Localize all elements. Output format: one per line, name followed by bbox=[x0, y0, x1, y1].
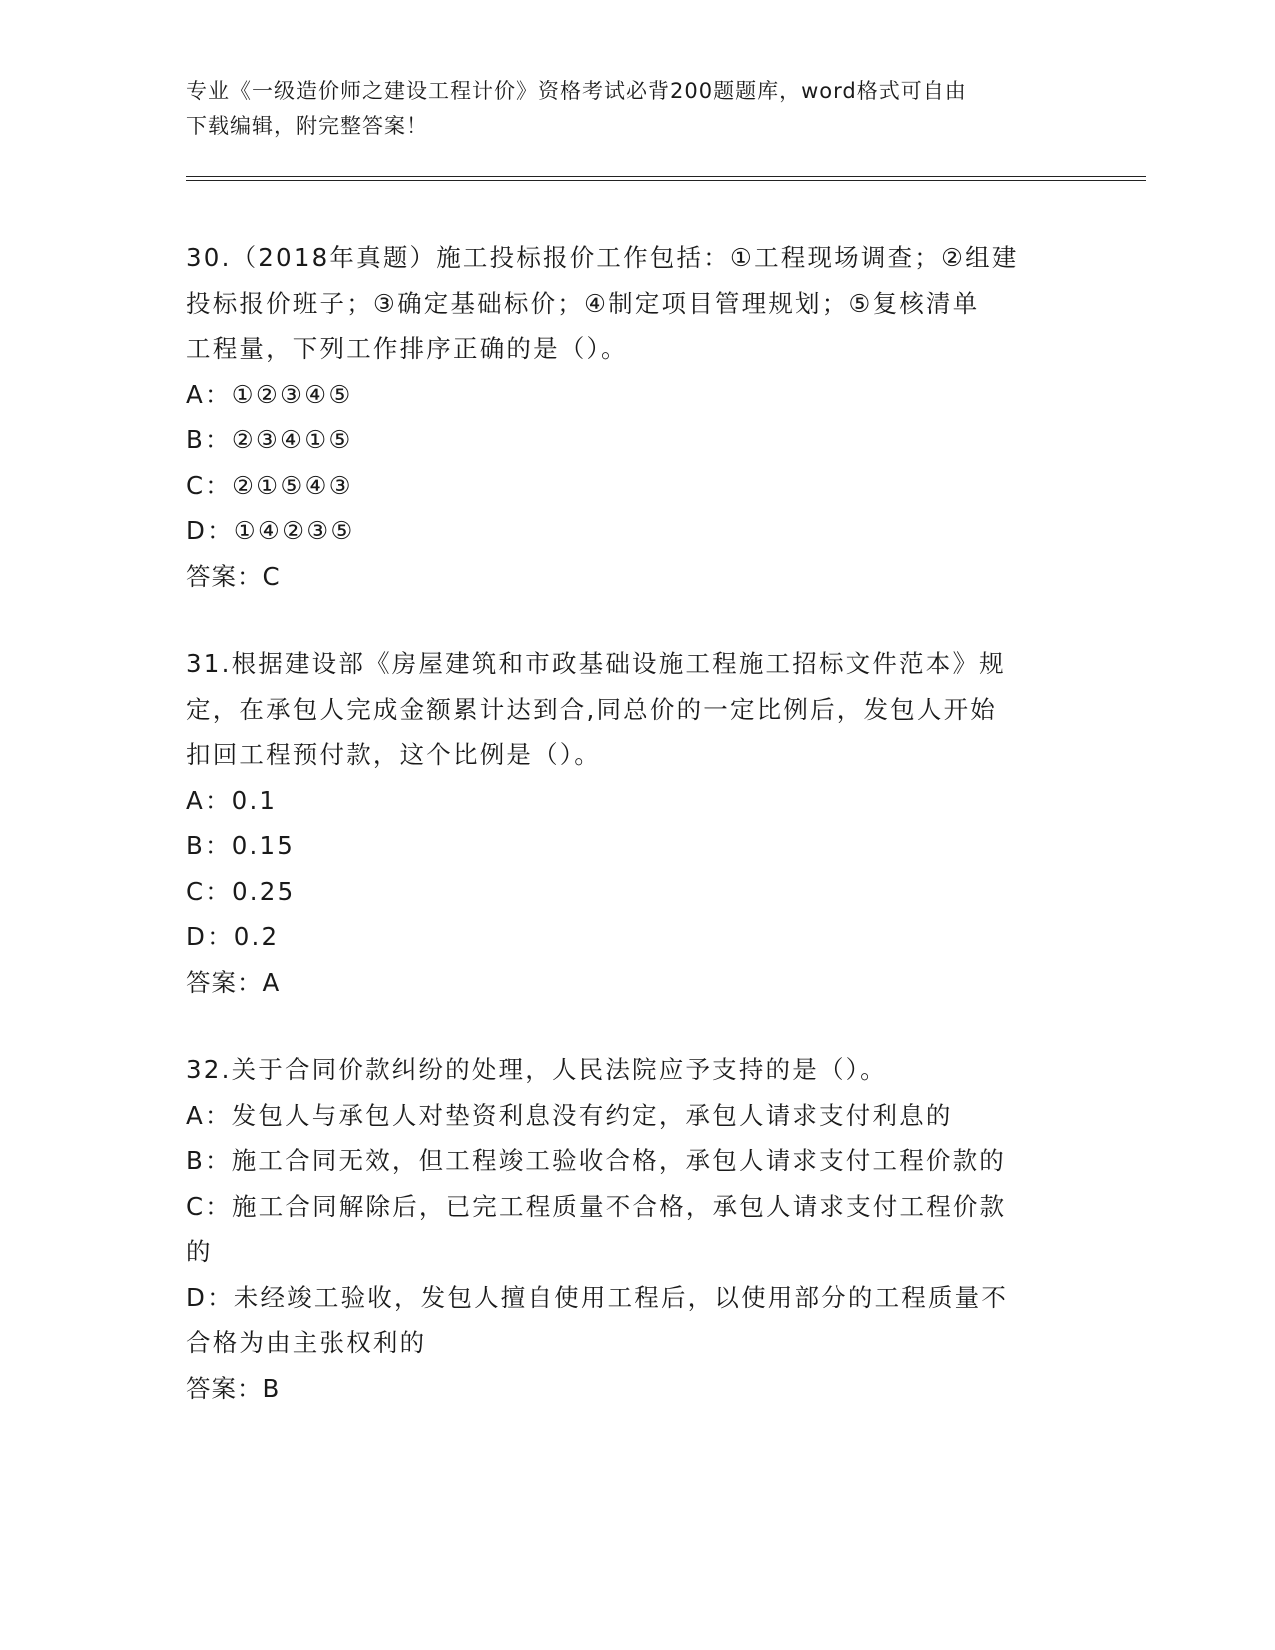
option-c: C：0.25 bbox=[186, 876, 296, 906]
question-30 bbox=[186, 235, 1076, 599]
question-stem-line: 扣回工程预付款，这个比例是（）。 bbox=[186, 740, 601, 769]
option-d: D：未经竣工验收，发包人擅自使用工程后，以使用部分的工程质量不 bbox=[186, 1282, 1009, 1312]
option-d: D：①④②③⑤ bbox=[186, 516, 355, 545]
question-stem bbox=[186, 1047, 1076, 1093]
option-b: B：②③④①⑤ bbox=[186, 425, 353, 454]
header-title-line-2: 下载编辑，附完整答案！ bbox=[186, 114, 428, 138]
option-c-continued: 的 bbox=[186, 1237, 213, 1266]
option-d: D：0.2 bbox=[186, 922, 280, 951]
question-32 bbox=[186, 1047, 1076, 1411]
header-title-line-1: 专业《一级造价师之建设工程计价》资格考试必背200题题库，word格式可自由 bbox=[186, 79, 967, 103]
option-a: A：0.1 bbox=[186, 785, 278, 815]
option-a: A：①②③④⑤ bbox=[186, 379, 353, 409]
option-d-continued: 合格为由主张权利的 bbox=[186, 1328, 427, 1357]
question-stem-line: 32.关于合同价款纠纷的处理，人民法院应予支持的是（）。 bbox=[186, 1055, 887, 1084]
question-stem-line: 定，在承包人完成金额累计达到合,同总价的一定比例后，发包人开始 bbox=[186, 694, 997, 724]
question-31 bbox=[186, 641, 1076, 1005]
option-a: A：发包人与承包人对垫资利息没有约定，承包人请求支付利息的 bbox=[186, 1100, 953, 1130]
header-divider bbox=[186, 176, 1146, 181]
answer-line: 答案：C bbox=[186, 561, 281, 591]
option-c: C：②①⑤④③ bbox=[186, 470, 353, 500]
question-stem bbox=[186, 641, 1076, 778]
option-c: C：施工合同解除后，已完工程质量不合格，承包人请求支付工程价款 bbox=[186, 1191, 1007, 1221]
question-list bbox=[186, 235, 1076, 1453]
question-stem bbox=[186, 235, 1076, 372]
question-stem-line: 工程量，下列工作排序正确的是（）。 bbox=[186, 334, 628, 363]
question-stem-line: 30.（2018年真题）施工投标报价工作包括：①工程现场调查；②组建 bbox=[186, 243, 1019, 272]
option-b: B：施工合同无效，但工程竣工验收合格，承包人请求支付工程价款的 bbox=[186, 1146, 1007, 1175]
option-b: B：0.15 bbox=[186, 831, 296, 860]
answer-line: 答案：A bbox=[186, 967, 281, 997]
question-stem-line: 投标报价班子；③确定基础标价；④制定项目管理规划；⑤复核清单 bbox=[186, 288, 980, 318]
document-header bbox=[186, 74, 1066, 144]
answer-line: 答案：B bbox=[186, 1373, 281, 1403]
question-stem-line: 31.根据建设部《房屋建筑和市政基础设施工程施工招标文件范本》规 bbox=[186, 649, 1006, 678]
